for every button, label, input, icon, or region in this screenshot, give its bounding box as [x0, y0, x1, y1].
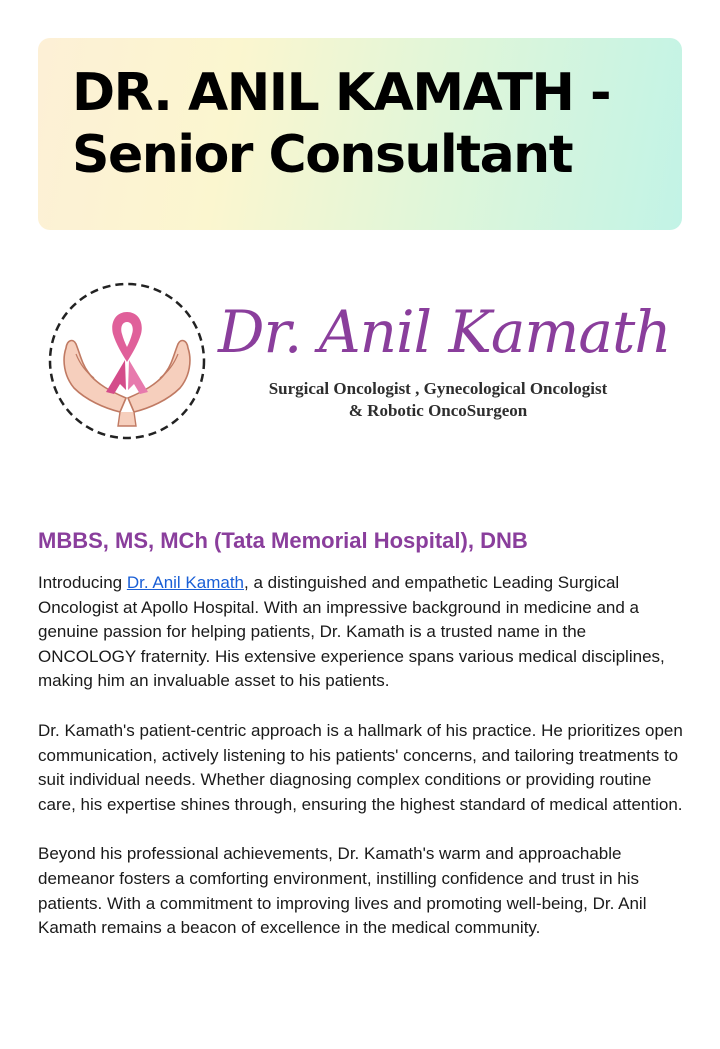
doctor-logo	[46, 280, 676, 448]
bio-paragraph-2: Dr. Kamath's patient-centric approach is a hallmark of his practice. He prioritizes open communication, actively listening to his patients' concerns, and tailoring treatments to suit individual needs. Whether diagnosing complex conditions or providing routine care, his expertise shines through, ensuring the highest standard of medical attention.	[38, 720, 683, 814]
logo-tagline	[238, 378, 638, 422]
header-banner	[38, 38, 682, 230]
pink-ribbon-icon	[106, 312, 148, 394]
logo-tagline-line1: Surgical Oncologist , Gynecological Oncologist	[268, 379, 608, 398]
biography	[38, 571, 688, 966]
logo-name: Dr. Anil Kamath	[218, 298, 671, 366]
ribbon-hands-emblem	[46, 280, 208, 442]
bio-intro-text: Introducing	[38, 573, 127, 592]
doctor-name-link[interactable]: Dr. Anil Kamath	[126, 573, 245, 592]
logo-tagline-line2: & Robotic OncoSurgeon	[348, 401, 528, 420]
bio-paragraph-1-text: , a distinguished and empathetic Leading Surgical Oncologist at Apollo Hospital. With an impressive background in medicine and a genuine passion for helping patients, Dr. Kamath is a trusted name in the ONCOLOGY fraternity. His extensive experience spans various medical disciplines, making him an invaluable asset to his patients.	[38, 573, 665, 691]
page-title: DR. ANIL KAMATH - Senior Consultant	[72, 63, 611, 185]
bio-paragraph-1	[38, 571, 688, 694]
credentials-heading: MBBS, MS, MCh (Tata Memorial Hospital), DNB	[38, 528, 528, 553]
bio-paragraph-3: Beyond his professional achievements, Dr. Kamath's warm and approachable demeanor fosters a comforting environment, instilling confidence and trust in his patients. With a commitment to improving lives and promoting well-being, Dr. Anil Kamath remains a beacon of excellence in the medical community.	[38, 844, 647, 938]
